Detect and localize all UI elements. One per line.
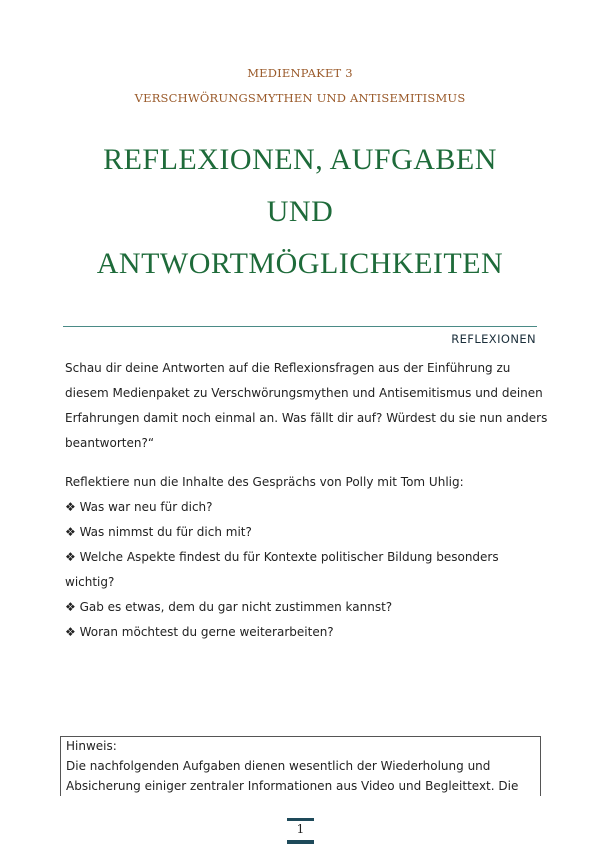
bullet-item: ❖ Was nimmst du für dich mit? bbox=[65, 525, 252, 539]
page-title-line-2: UND bbox=[266, 195, 334, 228]
intro-line: diesem Medienpaket zu Verschwörungsmythen und Antisemitismus und deinen bbox=[65, 386, 543, 400]
note-heading: Hinweis: bbox=[66, 739, 117, 753]
note-line: Die nachfolgenden Aufgaben dienen wesentlich der Wiederholung und bbox=[66, 759, 491, 773]
intro-line: Schau dir deine Antworten auf die Reflexionsfragen aus der Einführung zu bbox=[65, 361, 511, 375]
bullet-item: ❖ Was war neu für dich? bbox=[65, 500, 213, 514]
bullet-item-continued: wichtig? bbox=[65, 575, 115, 589]
intro-line: beantworten?“ bbox=[65, 436, 155, 450]
section-heading: REFLEXIONEN bbox=[451, 332, 536, 346]
page-number-bottom-bar bbox=[287, 840, 314, 844]
page-number-top-bar bbox=[287, 818, 314, 821]
section-divider bbox=[63, 326, 537, 327]
reflect-lead: Reflektiere nun die Inhalte des Gesprächs von Polly mit Tom Uhlig: bbox=[65, 475, 464, 489]
intro-line: Erfahrungen damit noch einmal an. Was fällt dir auf? Würdest du sie nun anders bbox=[65, 411, 548, 425]
page-number: 1 bbox=[296, 822, 305, 836]
page-title-line-1: REFLEXIONEN, AUFGABEN bbox=[103, 143, 497, 176]
bullet-item: ❖ Welche Aspekte findest du für Kontexte politischer Bildung besonders bbox=[65, 550, 499, 564]
topic-label: VERSCHWÖRUNGSMYTHEN UND ANTISEMITISMUS bbox=[134, 91, 466, 105]
bullet-item: ❖ Gab es etwas, dem du gar nicht zustimmen kannst? bbox=[65, 600, 393, 614]
series-label: MEDIENPAKET 3 bbox=[247, 66, 353, 80]
page-title-line-3: ANTWORTMÖGLICHKEITEN bbox=[96, 247, 504, 280]
bullet-item: ❖ Woran möchtest du gerne weiterarbeiten? bbox=[65, 625, 334, 639]
note-line: Absicherung einiger zentraler Informationen aus Video und Begleittext. Die bbox=[66, 779, 519, 793]
